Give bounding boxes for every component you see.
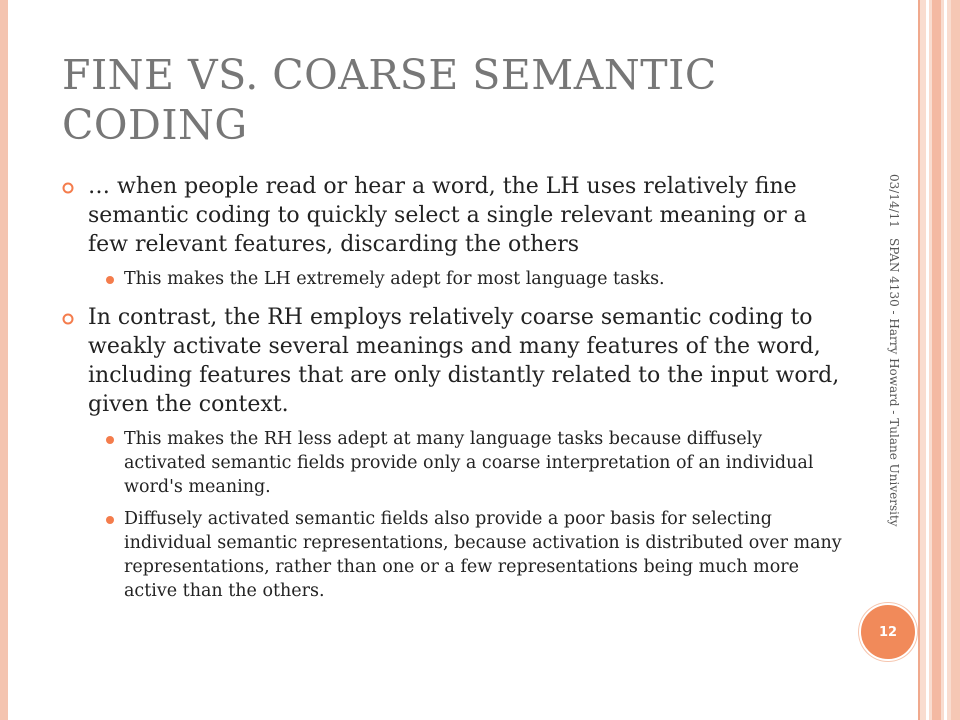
page-number-badge: 12 bbox=[859, 603, 917, 661]
decorative-stripe bbox=[932, 0, 941, 720]
sub-bullet-text: This makes the RH less adept at many language tasks because diffusely activated semantic fields provide only a coarse interpretation of an individual word's meaning. bbox=[124, 429, 814, 497]
sub-bullet-text: Diffusely activated semantic fields also provide a poor basis for selecting individual semantic representations, because activation is distributed over many representations, rather than one or a few representations being much more active than the others. bbox=[124, 509, 842, 601]
bullet-item bbox=[62, 303, 842, 419]
bullet-ring-icon bbox=[62, 182, 74, 194]
bullet-item bbox=[62, 172, 842, 259]
slide-footer: SPAN 4130 - Harry Howard - Tulane University bbox=[887, 238, 901, 527]
decorative-stripe bbox=[926, 0, 929, 720]
slide-date: 03/14/11 bbox=[887, 174, 901, 228]
decorative-stripe bbox=[918, 0, 920, 720]
slide-content bbox=[62, 172, 842, 603]
bullet-ring-icon bbox=[62, 313, 74, 325]
decorative-stripe bbox=[951, 0, 960, 720]
sub-bullet-item bbox=[62, 267, 842, 291]
decorative-stripe bbox=[944, 0, 947, 720]
sub-bullet-text: This makes the LH extremely adept for most language tasks. bbox=[124, 269, 665, 289]
slide-title: FINE VS. COARSE SEMANTIC CODING bbox=[62, 51, 717, 149]
sub-bullet-item bbox=[62, 427, 842, 499]
sub-bullet-item bbox=[62, 507, 842, 603]
bullet-text: … when people read or hear a word, the LH uses relatively fine semantic coding to quickly select a single relevant meaning or a few relevant features, discarding the others bbox=[88, 174, 807, 257]
left-border bbox=[0, 0, 8, 720]
bullet-dot-icon bbox=[106, 516, 114, 524]
bullet-text: In contrast, the RH employs relatively coarse semantic coding to weakly activate several meanings and many features of the word, including features that are only distantly related to the input word, given the context. bbox=[88, 305, 840, 417]
bullet-dot-icon bbox=[106, 436, 114, 444]
bullet-dot-icon bbox=[106, 276, 114, 284]
